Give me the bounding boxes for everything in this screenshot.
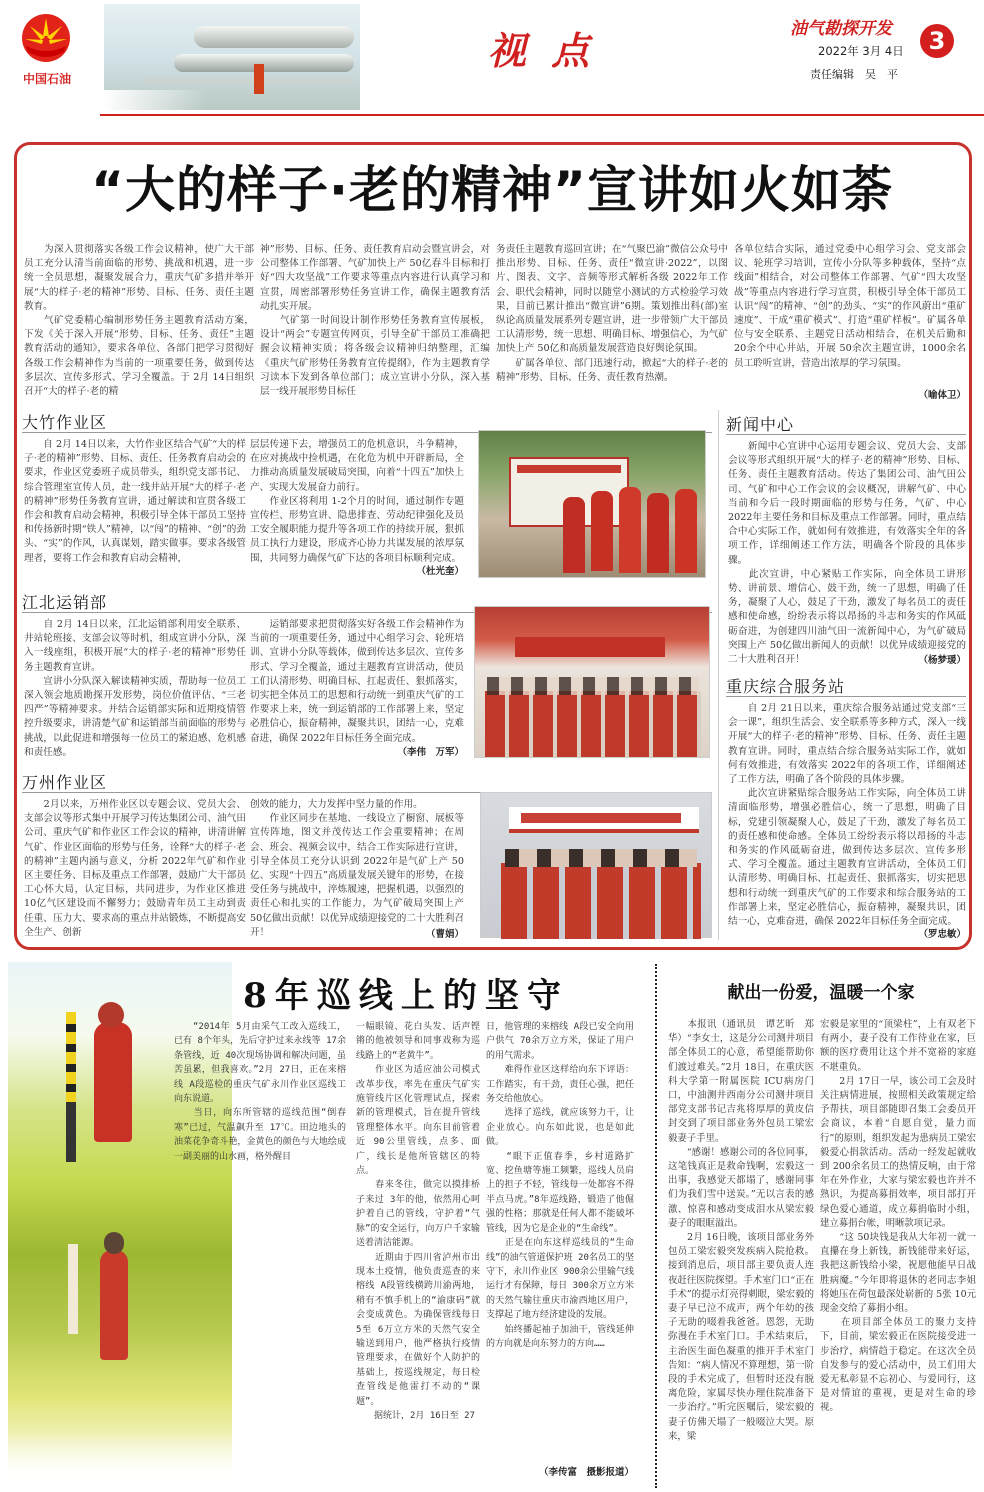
section-title: 视 点 bbox=[488, 28, 596, 73]
patrol-col-1: “2014年 5月由采气工改入巡线工，已有 8个年头，先后守护过来永线等 17余条管线，近 40次现场协调和解决问题，虽苦虽累，但我喜欢。”2月 27日，正在来榕线 A段巡检的重庆气矿永川作业区巡线工向东说道。 当日，向东所管辖的巡线范围“倒春寒”已过，气温飙升至 17℃。田边地头的油菜花争奇斗艳，金黄色的颜色与大地绘成一副美丽的山水画，格外醒目 bbox=[174, 1022, 346, 1162]
dazhu-col-1: 自 2月 14日以来，大竹作业区结合气矿“大的样子·老的精神”形势、目标、责任、任务教育启动会的要求，作业区党委班子成员带头，组织党支部书记、综合管理室宣传人员，赴一线井站开展“大的样子·老的精神”形势任务教育宣讲，通过解读和宣贯各级工作会和教育启动会精神，积极引导全体干部员工坚持和传扬新时期“铁人”精神，以“闯”的精神、“创”的劲头、“实”的作风，认真谋划，踏实做事。要求各级管理者，要将工作会和教育启动会精神， bbox=[24, 439, 246, 564]
photo-wanzhou-lecture bbox=[480, 792, 712, 938]
jiangbei-signature: （李伟 万军） bbox=[397, 747, 464, 758]
patrol-headline: 8年巡线上的坚守 bbox=[243, 976, 569, 1016]
brand-name: 中国石油 bbox=[22, 72, 71, 86]
wanzhou-col-1: 2月以来，万州作业区以专题会议、党员大会、支部会议等形式集中开展学习传达集团公司、油气田公司、重庆气矿和作业区工作会议的精神，讲清讲解气矿、作业区面临的形势与任务，诠释“大的样子·老的精神”主题内涵与意义，分析 2022年气矿和作业区主要任务、目标及重点工作部署，鼓励广大干部员工心怀大局，认定目标，共同进步，为作业区推进 10亿气区建设而不懈努力；鼓励青年员工主动到责任重、压力大、要求高的重点井站锻炼，不断提高安全生产、创新 bbox=[24, 799, 246, 938]
main-headline: “大的样子·老的精神”宣讲如火如荼 bbox=[91, 161, 893, 219]
patrol-col-2: 一幅眼镜、花白头发、话声铿锵的他被领导和同事戏称为巡线路上的“老黄牛”。 作业区为适应油公司模式改革步伐，率先在重庆气矿实施管线片区化管理试点，探索新的管理模式，旨在提升管线管理整体水平。向东目前管着近 90公里管线，点多、面广，线长是他所管辖区的特点。 春来冬往，做完以摸排桥子来过 3年的他，依然用心呵护着自己的管线，守护着“气脉”的安全运行，向万户千家输送着清洁能源。 近期由于四川省泸州市出现本土疫情，他负责巡查的来榕线 A段管线横跨川渝两地，稍有不慎手机上的“渝康码”就会变成黄色。为确保管线每日 5至 6万立方米的天然气安全输送到用户，他严格执行疫情管理要求，在做好个人防护的基础上，按巡线规定，每日检查管线是他雷打不动的“课题”。 据统计，2月 16日至 27 bbox=[356, 1022, 480, 1421]
masthead-photo bbox=[104, 4, 360, 110]
xinwen-text: 新闻中心宣讲中心运用专题会议、党员大会、支部会议等形式组织开展“大的样子·老的精神”形势、目标、任务、责任主题教育活动。传达了集团公司、油气田公司、气矿和中心工作会议的会议概况，讲解气矿、中心当前和今后一段时期面临的形势与任务，气矿、中心 2022年主要任务和目标及重点工作部署。同时，重点结合中心实际工作，就如何有效推进，有效落实全年的各项工作，详细阐述工作方法，明确各个阶段的具体步骤。 此次宣讲，中心紧贴工作实际，向全体员工讲形势、讲前景、增信心、鼓干劲，统一了思想，明确了任务，凝聚了人心，鼓足了干劲，激发了每名员工的责任感和使命感，纷纷表示将以昂扬的斗志和务实的作风砥砺奋进，为创建四川油气田一流新闻中心，为气矿破局突围上产 50亿做出新闻人的贡献！以优异成绩迎接党的二十大胜利召开！ bbox=[728, 441, 966, 666]
patrol-signature: （李传富 摄影报道） bbox=[538, 1467, 634, 1478]
dazhu-signature: （杜光奎） bbox=[416, 566, 464, 577]
donation-headline: 献出一份爱，温暖一个家 bbox=[727, 983, 915, 1003]
section-head-jiangbei: 江北运销部 bbox=[22, 593, 108, 612]
section-head-xinwen: 新闻中心 bbox=[726, 415, 795, 434]
section-head-chongqing: 重庆综合服务站 bbox=[726, 677, 846, 696]
photo-dazhu-display-board bbox=[478, 430, 706, 578]
petrochina-logo-icon bbox=[20, 12, 72, 64]
dazhu-col-2: 层层传递下去，增强员工的危机意识，斗争精神，在应对挑战中捡机遇，在化危为机中开辟新局，全力推动高质量发展破局突围，向着“十四五”加快上产、实现大发展奋力前行。 作业区将利用 1-2个月的时间，通过制作专题宣传栏、形势宣讲、隐患排查、劳动纪律强化及员工安全履职能力提升等各项工作的持续开展，狠抓员工执行力建设，形成齐心协力共谋发展的浓厚氛围，共同努力确保气矿下达的各项目标顺利完成。 bbox=[250, 439, 464, 564]
wanzhou-col-2: 创效的能力，大力发挥中坚力量的作用。 作业区同步在基地、一线设立了橱窗、展板等宣传阵地，图文并茂传达工作会重要精神；在周会、班会、视频会议中，结合工作实际进行宣讲，引导全体员工充分认识到 2022年是气矿上产 50亿、实现“十四五”高质量发展关键年的形势，在接受任务与挑战中，淬炼履速，把握机遇，以强烈的责任心和扎实的工作能力，为气矿破局突围上产 50亿做出贡献！以优异成绩迎接党的二十大胜利召开！ bbox=[250, 799, 464, 938]
editor-line: 责任编辑 吴 平 bbox=[810, 68, 898, 81]
page-number-badge: 3 bbox=[920, 24, 954, 58]
jiangbei-col-2: 运销部要求把贯彻落实好各级工作会精神作为当前的一项重要任务，通过中心组学习会、轮班培训、宣讲小分队等载体，做到传达多层次、宣传多形式、学习全覆盖，通过主题教育宣讲活动，使员工们认清形势、明确目标、扛起责任、狠抓落实，切实把全体员工的思想和行动统一到重庆气矿的工作要求上来，统一到运销部的工作部署上来，坚定必胜信心，振奋精神，凝聚共识，团结一心，克难奋进，确保 2022年目标任务全面完成。 bbox=[250, 619, 464, 744]
section-head-wanzhou: 万州作业区 bbox=[22, 773, 108, 792]
chongqing-signature: （罗忠敏） bbox=[918, 929, 966, 940]
wanzhou-signature: （曹娟） bbox=[425, 929, 464, 940]
patrol-col-3: 日，他管理的来榕线 A段已安全向用户供气 70余万立方米，保证了用户的用气需求。 难得作业区这样给向东下评语：工作踏实，有干劲，责任心强，把任务交给他放心。 选择了巡线，就应该努力干，让企业放心。向东如此说，也是如此做。 “眼下正值春季，乡村道路扩宽、挖鱼塘等施工频繁，巡线人员肩上的担子不轻，管线每一处都容不得半点马虎。”8年巡线路，锻造了他倔强的性格；那就是任何人都不能破坏管线，因为它是企业的“生命线”。 正是在向东这样巡线员的“生命线”的油气管道保护班 20名员工的坚守下，永川作业区 900余公里输气线运行才有保障，每日 300余万立方米的天然气输往重庆市渝西地区用户，支撑起了地方经济建设的发展。 始终播起袖子加油干，管线延伸的方向就是向东努力的方向…… bbox=[486, 1022, 634, 1349]
donation-col-1: 本报讯（通讯员 谭艺昕 郑华）“李女士，这是分公司测井项目部全体员工的心意，希望能帮助你们渡过难关。”2月 18日，在重庆医科大学第一附属医院 ICU病房门口，中油测井西南分公司测井项目部党支部书记吉兆将厚厚的黄皮信封交到了项目部业务外包员工梁宏毅妻子手里。 “感谢！感谢公司的各位同事，这笔钱真正是救命钱啊，宏毅这一出事，我感觉天都塌了，感谢同事们为我们雪中送炭。”无以言表的感激、惊喜和感动变成泪水从梁宏毅妻子的眼眶溢出。 2月 16日晚，该项目部业务外包员工梁宏毅突发疾病入院抢救。接到消息后，项目部主要负责人连夜赶往医院探望。手术室门口“正在手术”的提示灯亮得刺眼，梁宏毅的妻子早已泣不成声，两个年幼的孩子无助的啜着我爸爸。恩怨，无助弥漫在手术室门口。手术结束后，主治医生面色凝重的推开手术室门告知：“病人情况不算理想，第一阶段的手术完成了，但暂时还没有脱离危险，家属尽快办理住院准备下一步治疗。”听完医嘱后，梁宏毅的妻子仿佛天塌了一般啜泣大哭。原来，梁 bbox=[668, 1019, 814, 1442]
xinwen-signature: （杨梦瑗） bbox=[918, 655, 966, 666]
jiangbei-col-1: 自 2月 14日以来，江北运销部利用安全联系、井站轮班接、支部会议等时机，组成宣讲小分队，深入一线座组，积极开展“大的样子·老的精神”形势任务主题教育宣讲。 宣讲小分队深入解读精神实质，帮助每一位员工深入领会地质勘探开发形势，岗位价值评估、“三老四严”等精神要求。并结合运销部实际和近期疫情管控升级要求，讲清楚气矿和运销部当前面临的形势与挑战，以此促进和增强每一位员工的紧迫感、危机感和责任感。 bbox=[24, 619, 246, 758]
intro-col-1: 为深入贯彻落实各级工作会议精神，使广大干部员工充分认清当前面临的形势、挑战和机遇，进一步统一全员思想，凝聚发展合力，重庆气矿多措并举开展“大的样子·老的精神”形势、目标、任务、责任主题教育。 气矿党委精心编制形势任务主题教育活动方案，下发《关于深入开展“形势、目标、任务、责任”主题教育活动的通知》，要求各单位、各部门把学习贯彻好各级工作会精神作为当前的一项重要任务，做到传达多层次、宣传多形式、学习全覆盖。于 2月 14日组织召开“大的样子·老的精 bbox=[24, 244, 254, 398]
intro-col-3: 务责任主题教育巡回宣讲；在“气聚巴渝”微信公众号中推出形势、目标、任务、责任“微宣讲·2022”，以图片、图表、文字、音频等形式解析各级 2022年工作会、职代会精神，同时以随堂小测试的方式检验学习效果，目前已累计推出“微宣讲”6期。策划推出科(部)室纵论高质量发展系列专题宣讲，进一步带领广大干部员工认清形势，统一思想、明确目标、增强信心，为气矿加快上产 50亿和高质量发展营造良好舆论氛围。 矿属各单位、部门迅速行动，掀起“大的样子·老的精神”形势、目标、任务、责任教育热潮。 bbox=[496, 244, 728, 383]
col-divider-right bbox=[718, 410, 719, 940]
donation-col-2: 宏毅是家里的“顶梁柱”，上有双老下有两小，妻子没有工作待业在家，巨额的医疗费用让这个并不宽裕的家庭不堪重负。 2月 17日一早，该公司工会及时关注病情进展，按照相关政策规定给予帮扶，项目部随即召集工会委员开会商议，本着“自愿自觉，量力而行”的原则，组织发起为患病员工梁宏毅爱心捐款活动。活动一经发起就收到 200余名员工的热情反响，由于常年在外作业，大家与梁宏毅也许并不熟识，为提高募捐效率，项目部打开绿色爱心通道，成立募捐临时小组，建立募捐台帐，明晰款项记录。 “这 50块钱是我从大年初一就一直攥在身上新钱，新钱能带来好运，我把这新钱给小梁，祝愿他能早日战胜病魔。”今年即将退休的老同志李姐将她压在荷包最深处崭新的 5张 10元现金交给了募捐小组。 在项目部全体员工的聚力支持下，目前，梁宏毅正在医院接受进一步治疗，病情趋于稳定。在这次全员自发参与的爱心活动中，员工们用大爱无私彰显不忘初心、与爱同行，这是对情谊的重视，更是对生命的珍视。 bbox=[820, 1019, 976, 1414]
section-head-dazhu: 大竹作业区 bbox=[22, 413, 108, 432]
masthead-rule bbox=[100, 114, 984, 116]
masthead bbox=[0, 0, 984, 118]
intro-signature: （喻体卫） bbox=[918, 390, 966, 401]
photo-jiangbei-team-meeting bbox=[474, 606, 710, 758]
col-divider-bottom bbox=[655, 964, 657, 1488]
section-rule-chongqing bbox=[726, 696, 966, 697]
intro-col-4: 各单位结合实际，通过党委中心组学习会、党支部会议、轮班学习培训，宣传小分队等多种载体，坚持“点线面”相结合，对公司整体工作部署、气矿“四大攻坚战”等重点内容进行学习宣贯，积极引导全体干部员工认识“闯”的精神、“创”的劲头、“实”的作风蔚出“重矿速度”、干成“重矿模式”、打造“重矿样板”。矿属各单位与安全联系、主题党日活动相结合，在机关后勤和 20余个中心井站，开展 50余次主题宣讲，1000余名员工聆听宣讲，营造出浓厚的学习氛围。 bbox=[734, 244, 966, 369]
paper-name: 油气勘探开发 bbox=[790, 19, 892, 39]
issue-date: 2022年 3月 4日 bbox=[818, 44, 904, 58]
section-rule-xinwen bbox=[726, 434, 966, 435]
chongqing-text: 自 2月 21日以来，重庆综合服务站通过党支部“三会一课”，组织生活会、安全联系等多种方式，深入一线开展“大的样子·老的精神”形势、目标、任务、责任主题教育宣讲。同时，重点结合综合服务站实际工作，就如何有效推进，有效落实 2022年的各项工作，详细阐述了工作方法，明确了各个阶段的具体步骤。 此次宣讲紧贴综合服务站工作实际，向全体员工讲清面临形势，增强必胜信心，统一了思想，明确了目标，党建引领凝聚人心，鼓足了干劲，激发了每名员工的责任感和使命感。全体员工纷纷表示将以昂扬的斗志和务实的作风砥砺奋进，做到传达多层次、宣传多形式、学习全覆盖。通过主题教育宣讲活动，全体员工们认清形势、明确目标、扛起责任、狠抓落实，切实把思想和行动统一到重庆气矿的工作要求和综合服务站的工作部署上来，坚定必胜信心，振奋精神，凝聚共识，团结一心，克难奋进，确保 2022年目标任务全面完成。 bbox=[728, 703, 966, 928]
intro-col-2: 神”形势、目标、任务、责任教育启动会暨宣讲会，对公司整体工作部署、气矿加快上产 50亿春斗目标和打好“四大攻坚战”工作要求等重点内容进行认真学习和宣贯，周密部署形势任务宣讲工作，确保主题教育活动扎实开展。 气矿第一时间设计制作形势任务教育宣传展板，设计“两会”专题宣传网页，引导全矿干部员工准确把握会议精神实质；将各级会议精神归纳整理，汇编《重庆气矿形势任务教育宣传提纲》，作为主题教育学习读本下发到各单位部门；成立宣讲小分队，深入基层一线开展形势目标任 bbox=[260, 244, 490, 398]
